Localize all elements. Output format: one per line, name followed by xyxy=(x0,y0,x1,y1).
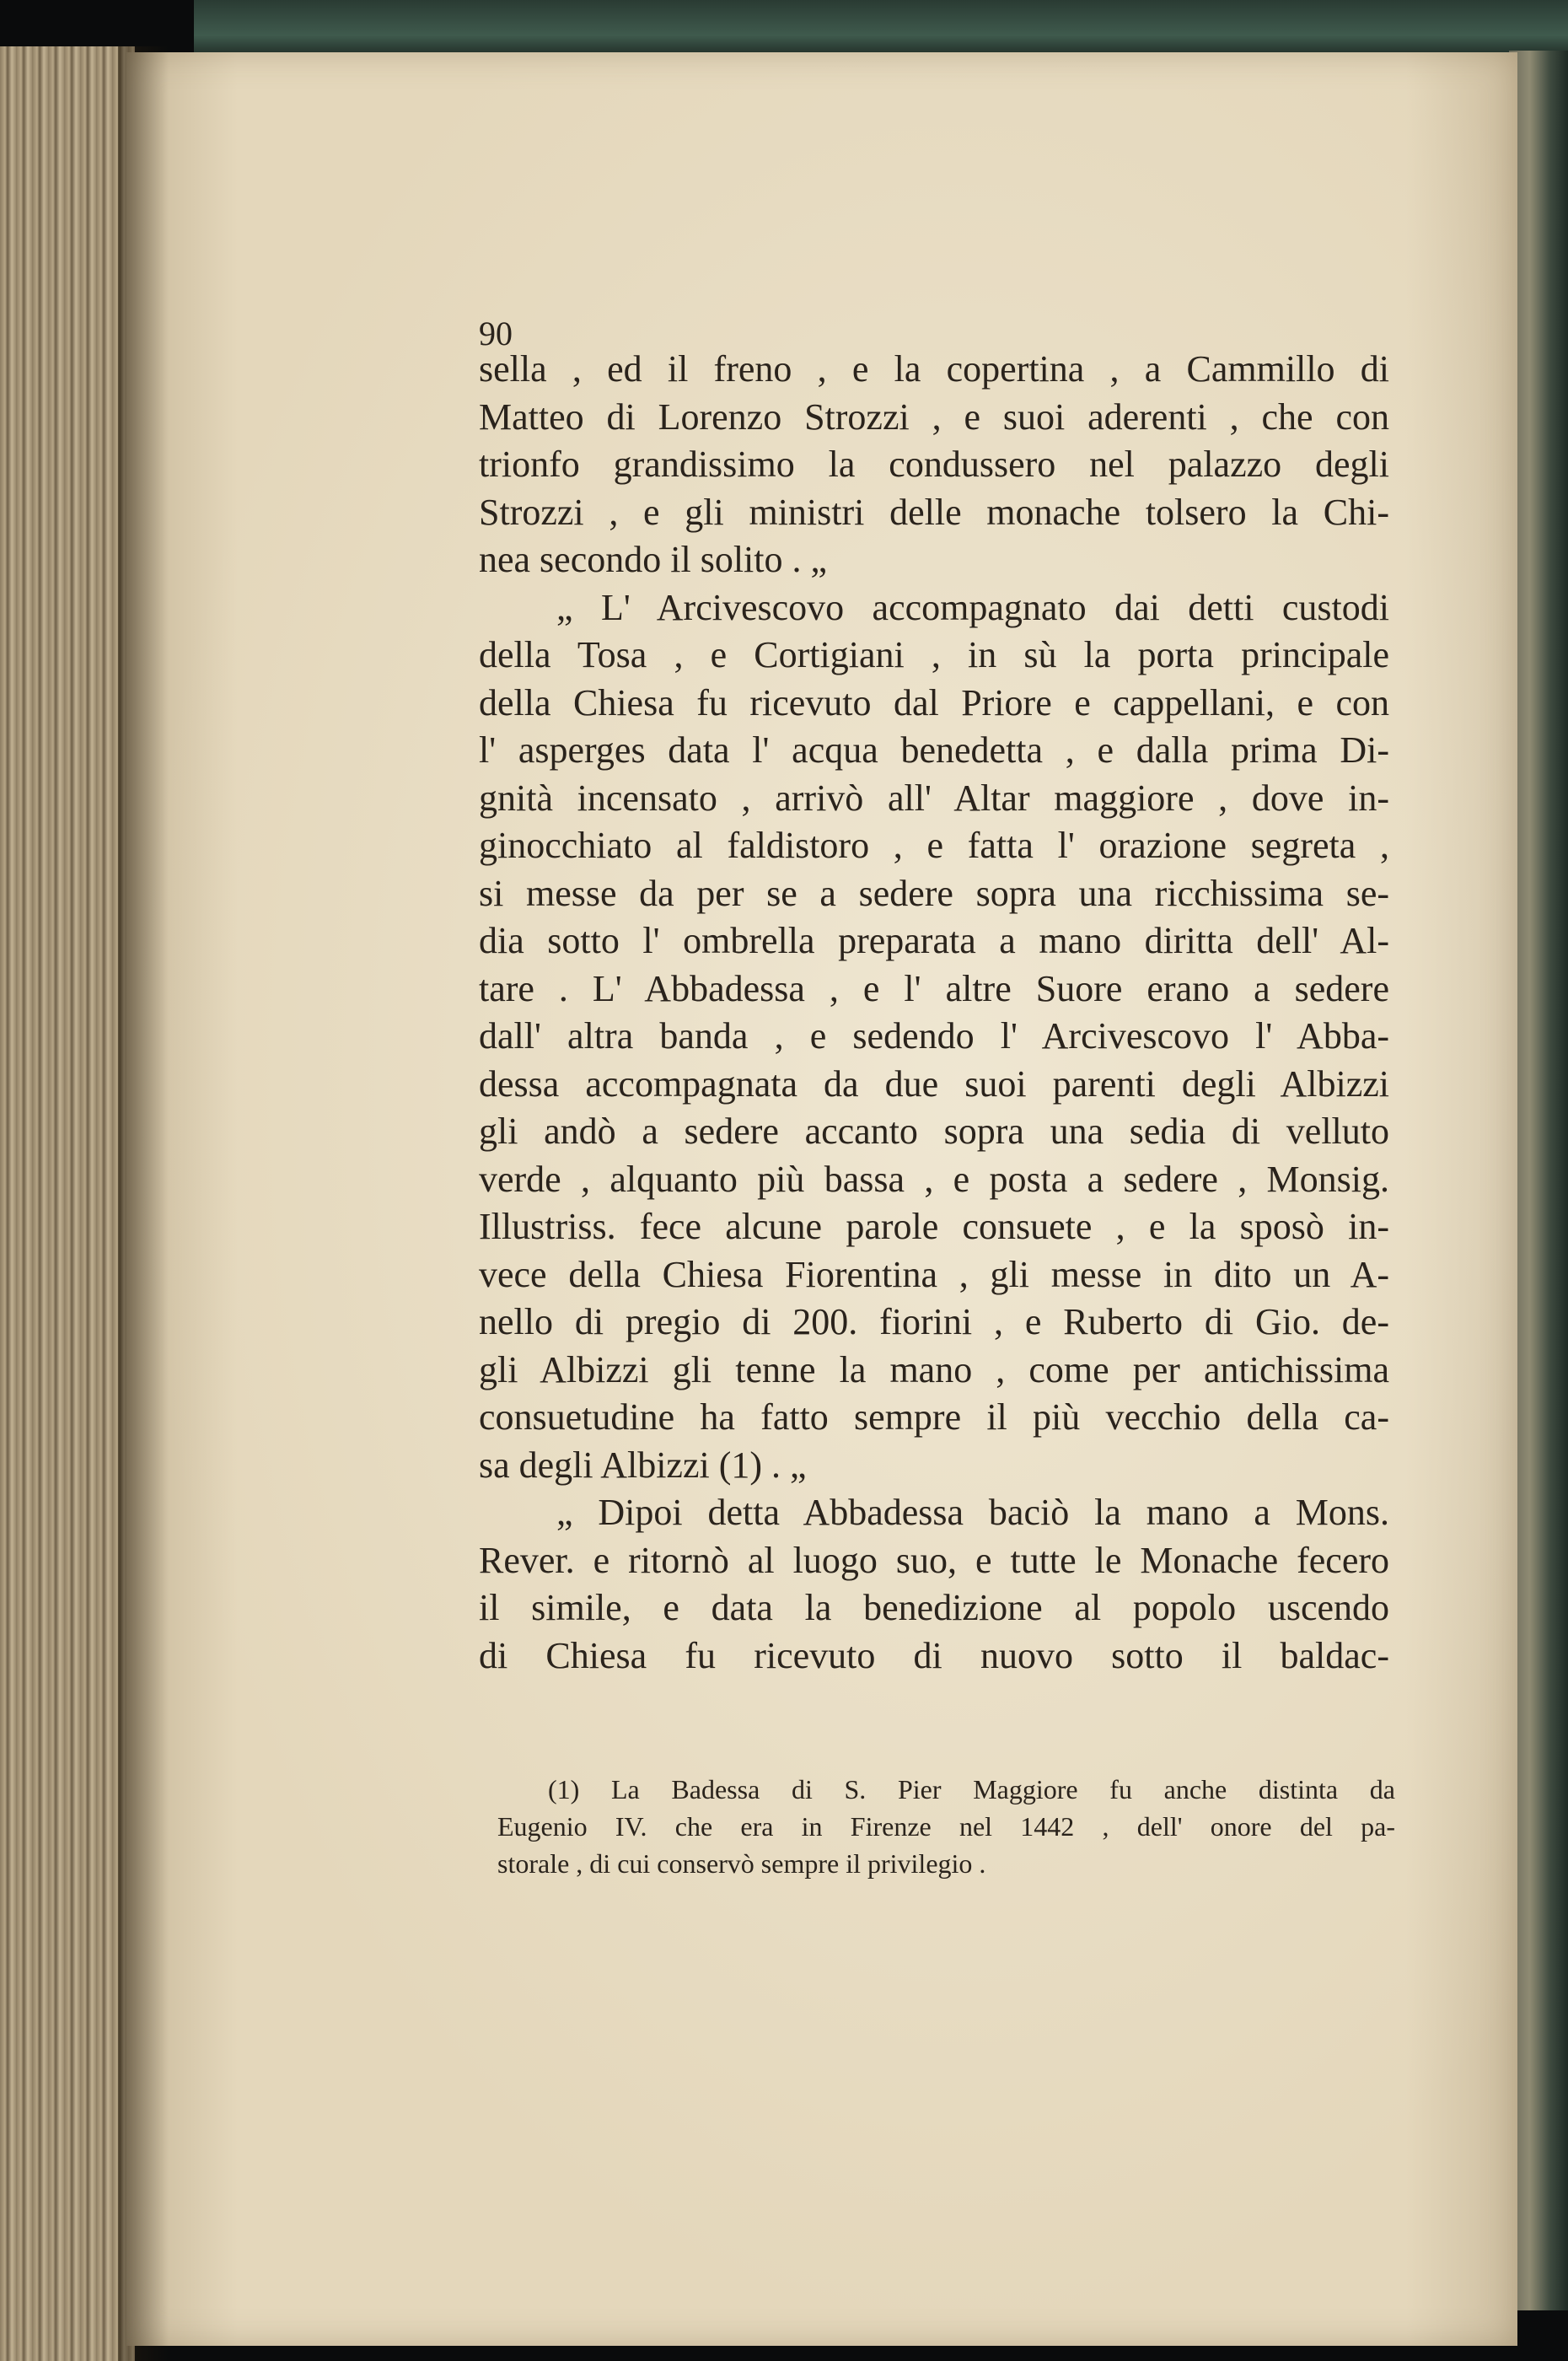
body-line: il simile, e data la benedizione al popolo uscendo xyxy=(479,1587,1389,1628)
footnote-line: (1) La Badessa di S. Pier Maggiore fu anche distinta da xyxy=(548,1774,1395,1804)
body-line: dessa accompagnata da due suoi parenti degli Albizzi xyxy=(479,1062,1389,1105)
body-line: di Chiesa fu ricevuto di nuovo sotto il baldac- xyxy=(479,1634,1389,1676)
page-stack-edges xyxy=(0,46,135,2361)
body-line: tare . L' Abbadessa , e l' altre Suore erano a sedere xyxy=(479,967,1389,1009)
page-number-label: 90 xyxy=(479,315,513,352)
spine-shadow xyxy=(118,46,169,2361)
body-line: della Tosa , e Cortigiani , in sù la porta principale xyxy=(479,634,1389,675)
body-line: nea secondo il solito . „ xyxy=(479,539,828,580)
body-line: vece della Chiesa Fiorentina , gli messe in dito un A- xyxy=(479,1253,1389,1295)
body-line: gnità incensato , arrivò all' Altar maggiore , dove in- xyxy=(479,777,1389,819)
book-cover-top xyxy=(194,0,1568,59)
body-line: si messe da per se a sedere sopra una ricchissima se- xyxy=(479,872,1389,914)
body-line: gli Albizzi gli tenne la mano , come per antichissima xyxy=(479,1348,1389,1390)
footnote-line: storale , di cui conservò sempre il privilegio . xyxy=(497,1848,986,1879)
body-line: sa degli Albizzi (1) . „ xyxy=(479,1444,807,1486)
body-line: Illustriss. fece alcune parole consuete , e la sposò in- xyxy=(479,1206,1389,1247)
body-line: nello di pregio di 200. fiorini , e Ruberto di Gio. de- xyxy=(479,1301,1389,1342)
body-line: Rever. e ritornò al luogo suo, e tutte le Monache fecero xyxy=(479,1539,1389,1581)
body-line: l' asperges data l' acqua benedetta , e dalla prima Di- xyxy=(479,729,1389,771)
body-line: consuetudine ha fatto sempre il più vecchio della ca- xyxy=(479,1396,1389,1438)
body-line: ginocchiato al faldistoro , e fatta l' orazione segreta , xyxy=(479,825,1389,866)
body-line: Matteo di Lorenzo Strozzi , e suoi aderenti , che con xyxy=(479,395,1389,438)
body-line: „ L' Arcivescovo accompagnato dai detti custodi xyxy=(556,586,1389,628)
body-text xyxy=(479,346,1389,1680)
footnote-line: Eugenio IV. che era in Firenze nel 1442 , dell' onore del pa- xyxy=(497,1811,1395,1842)
body-line: Strozzi , e gli ministri delle monache tolsero la Chi- xyxy=(479,491,1389,533)
body-line: dia sotto l' ombrella preparata a mano diritta dell' Al- xyxy=(479,920,1389,961)
body-line: della Chiesa fu ricevuto dal Priore e cappellani, e con xyxy=(479,681,1389,723)
body-line: gli andò a sedere accanto sopra una sedia di velluto xyxy=(479,1111,1389,1152)
body-line: sella , ed il freno , e la copertina , a Cammillo di xyxy=(479,348,1389,390)
body-line: dall' altra banda , e sedendo l' Arcivescovo l' Abba- xyxy=(479,1015,1389,1057)
book-cover-right xyxy=(1509,51,1568,2310)
body-line: „ Dipoi detta Abbadessa baciò la mano a Mons. xyxy=(556,1492,1389,1533)
footnote xyxy=(497,1771,1395,1882)
body-line: verde , alquanto più bassa , e posta a sedere , Monsig. xyxy=(479,1158,1389,1200)
body-line: trionfo grandissimo la condussero nel palazzo degli xyxy=(479,444,1389,485)
